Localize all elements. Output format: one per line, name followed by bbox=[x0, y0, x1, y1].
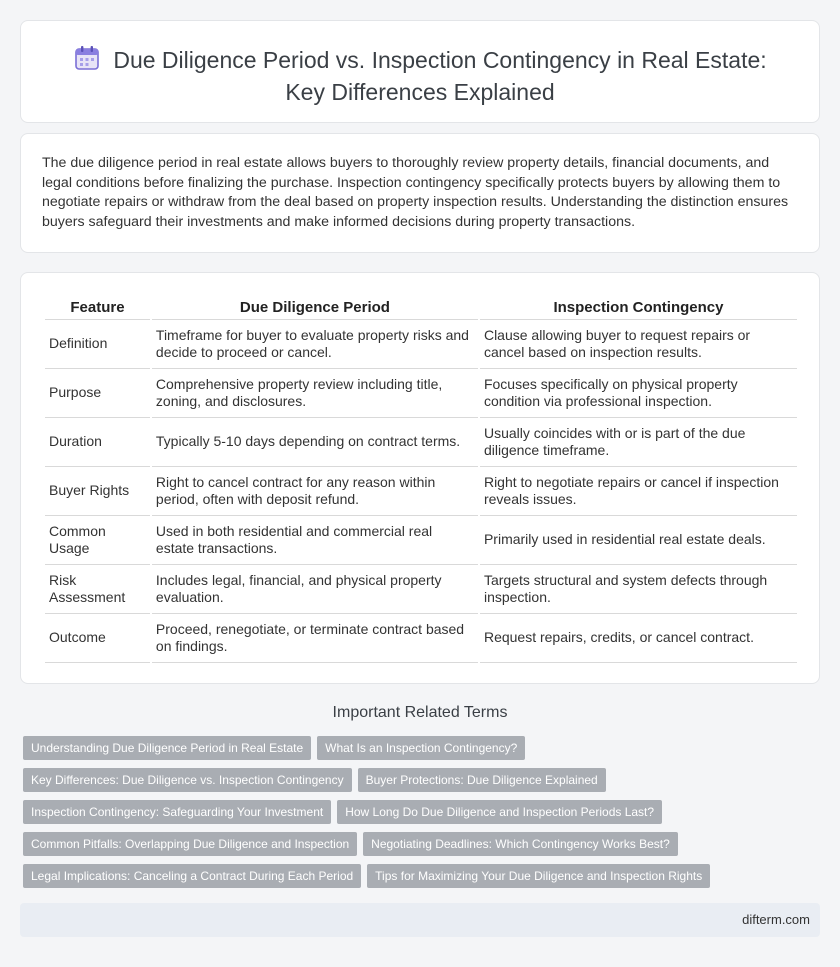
table-row bbox=[45, 369, 797, 418]
table-row bbox=[45, 614, 797, 663]
comparison-table bbox=[43, 296, 799, 663]
table-header-row bbox=[45, 296, 797, 320]
related-term-link[interactable]: What Is an Inspection Contingency? bbox=[317, 736, 525, 760]
intro-paragraph: The due diligence period in real estate allows buyers to thoroughly review property details, financial documents, and legal conditions before finalizing the purchase. Inspection contingency specifically protects buyers by allowing them to negotiate repairs or withdraw from the deal based on property inspection results. Understanding the distinction ensures buyers safeguard their investments and make informed decisions during property transactions. bbox=[42, 155, 789, 230]
feature-cell: Purpose bbox=[45, 369, 150, 418]
related-terms-list bbox=[23, 736, 803, 896]
title-line-1: Due Diligence Period vs. Inspection Contingency in Real Estate: bbox=[113, 47, 767, 73]
related-terms-heading: Important Related Terms bbox=[332, 704, 508, 721]
due-diligence-cell: Right to cancel contract for any reason within period, often with deposit refund. bbox=[152, 467, 478, 516]
title-line-2: Key Differences Explained bbox=[285, 79, 555, 105]
related-term-link[interactable]: Legal Implications: Canceling a Contract During Each Period bbox=[23, 864, 361, 888]
header-inspection-contingency: Inspection Contingency bbox=[480, 296, 797, 320]
table-row bbox=[45, 320, 797, 369]
table-row bbox=[45, 565, 797, 614]
related-term-link[interactable]: How Long Do Due Diligence and Inspection Periods Last? bbox=[337, 800, 662, 824]
inspection-cell: Primarily used in residential real estate deals. bbox=[480, 516, 797, 565]
inspection-cell: Request repairs, credits, or cancel contract. bbox=[480, 614, 797, 663]
due-diligence-cell: Timeframe for buyer to evaluate property risks and decide to proceed or cancel. bbox=[152, 320, 478, 369]
inspection-cell: Focuses specifically on physical property condition via professional inspection. bbox=[480, 369, 797, 418]
due-diligence-cell: Comprehensive property review including title, zoning, and disclosures. bbox=[152, 369, 478, 418]
related-term-link[interactable]: Understanding Due Diligence Period in Real Estate bbox=[23, 736, 311, 760]
title-card bbox=[20, 20, 820, 123]
related-term-link[interactable]: Key Differences: Due Diligence vs. Inspection Contingency bbox=[23, 768, 352, 792]
inspection-cell: Clause allowing buyer to request repairs or cancel based on inspection results. bbox=[480, 320, 797, 369]
table-row bbox=[45, 418, 797, 467]
header-feature: Feature bbox=[45, 296, 150, 320]
related-term-link[interactable]: Buyer Protections: Due Diligence Explained bbox=[358, 768, 606, 792]
due-diligence-cell: Used in both residential and commercial real estate transactions. bbox=[152, 516, 478, 565]
feature-cell: Risk Assessment bbox=[45, 565, 150, 614]
feature-cell: Common Usage bbox=[45, 516, 150, 565]
feature-cell: Definition bbox=[45, 320, 150, 369]
table-row bbox=[45, 467, 797, 516]
inspection-cell: Right to negotiate repairs or cancel if inspection reveals issues. bbox=[480, 467, 797, 516]
related-term-link[interactable]: Inspection Contingency: Safeguarding Your Investment bbox=[23, 800, 331, 824]
due-diligence-cell: Proceed, renegotiate, or terminate contract based on findings. bbox=[152, 614, 478, 663]
inspection-cell: Usually coincides with or is part of the due diligence timeframe. bbox=[480, 418, 797, 467]
related-term-link[interactable]: Common Pitfalls: Overlapping Due Diligence and Inspection bbox=[23, 832, 357, 856]
page-title bbox=[21, 44, 819, 108]
related-term-link[interactable]: Negotiating Deadlines: Which Contingency Works Best? bbox=[363, 832, 678, 856]
footer bbox=[20, 903, 820, 937]
due-diligence-cell: Typically 5-10 days depending on contract terms. bbox=[152, 418, 478, 467]
feature-cell: Duration bbox=[45, 418, 150, 467]
feature-cell: Buyer Rights bbox=[45, 467, 150, 516]
footer-site-link[interactable]: difterm.com bbox=[742, 912, 810, 927]
calendar-icon bbox=[73, 44, 101, 72]
intro-card bbox=[20, 133, 820, 253]
related-term-link[interactable]: Tips for Maximizing Your Due Diligence and Inspection Rights bbox=[367, 864, 710, 888]
table-row bbox=[45, 516, 797, 565]
feature-cell: Outcome bbox=[45, 614, 150, 663]
due-diligence-cell: Includes legal, financial, and physical property evaluation. bbox=[152, 565, 478, 614]
comparison-card bbox=[20, 272, 820, 684]
inspection-cell: Targets structural and system defects through inspection. bbox=[480, 565, 797, 614]
header-due-diligence: Due Diligence Period bbox=[152, 296, 478, 320]
